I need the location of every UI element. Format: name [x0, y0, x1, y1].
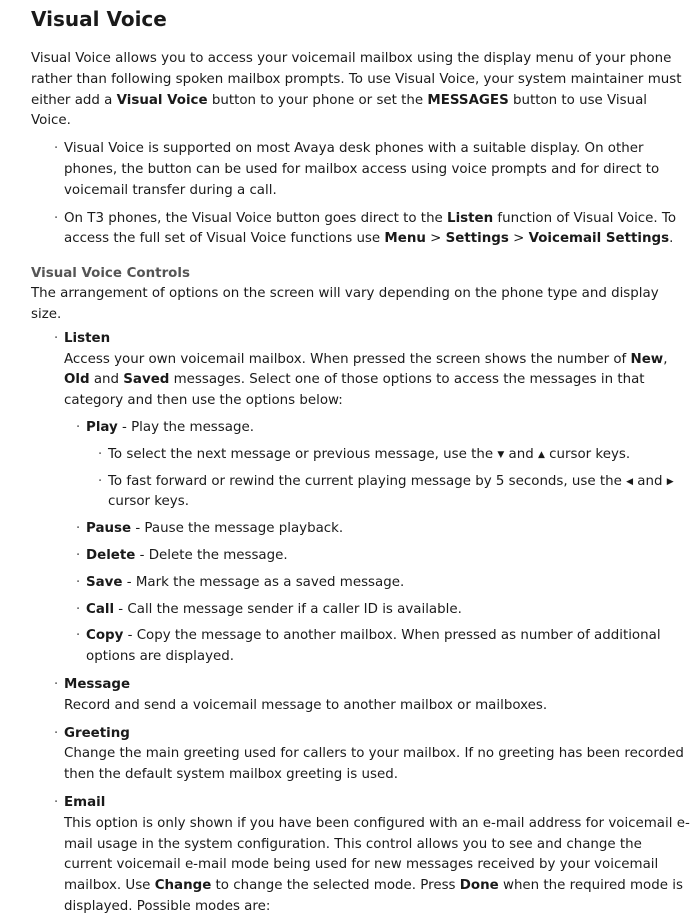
- done-term: Done: [459, 878, 499, 894]
- option-delete: [76, 546, 690, 567]
- list-item: [98, 445, 690, 466]
- sub-text: and: [504, 446, 538, 462]
- play-sub-list: [86, 445, 690, 513]
- change-term: Change: [154, 878, 212, 894]
- control-name: Email: [64, 794, 106, 810]
- option-desc: - Pause the message playback.: [131, 521, 344, 537]
- option-name: Call: [86, 601, 115, 617]
- up-arrow-icon: ▲: [537, 449, 545, 460]
- bullet-icon: ·: [54, 210, 59, 226]
- control-name: Message: [64, 676, 131, 692]
- list-item: [54, 209, 690, 251]
- path-separator: >: [508, 231, 529, 247]
- sub-text: To fast forward or rewind the current playing message by 5 seconds, use the: [108, 473, 627, 489]
- settings-term: Settings: [445, 231, 509, 247]
- option-pause: [76, 519, 690, 540]
- bullet-icon: ·: [76, 601, 81, 617]
- listen-options-list: [64, 418, 690, 668]
- controls-list: [31, 329, 690, 918]
- bullet-icon: ·: [54, 794, 59, 810]
- sub-text: cursor keys.: [544, 446, 631, 462]
- option-desc: - Call the message sender if a caller ID is available.: [114, 601, 462, 617]
- option-name: Play: [86, 419, 118, 435]
- option-desc: - Play the message.: [117, 419, 254, 435]
- option-call: [76, 600, 690, 621]
- control-email: [54, 793, 690, 918]
- voicemail-settings-term: Voicemail Settings: [528, 231, 670, 247]
- comma: ,: [663, 351, 668, 367]
- control-desc: Access your own voicemail mailbox. When pressed the screen shows the number of: [64, 351, 631, 367]
- control-desc: when the required mode is displayed. Possible modes are:: [64, 878, 683, 914]
- sub-text: and: [633, 473, 667, 489]
- option-name: Delete: [86, 547, 136, 563]
- listen-term: Listen: [447, 210, 494, 226]
- intro-text: button to use Visual Voice.: [31, 92, 648, 129]
- right-arrow-icon: ▶: [666, 476, 674, 487]
- list-item: [54, 139, 690, 201]
- section-heading: Visual Voice Controls: [31, 266, 190, 282]
- saved-term: Saved: [123, 372, 170, 388]
- note-text: .: [669, 231, 674, 247]
- intro-text: Visual Voice allows you to access your voicemail mailbox using the display menu of your phone rather than following spoken mailbox prompts. To use Visual Voice, your system maintainer must either add a: [31, 51, 682, 108]
- bullet-icon: ·: [54, 141, 59, 157]
- control-desc: messages. Select one of those options to access the messages in that category and then use the options below:: [64, 372, 645, 409]
- control-name: Greeting: [64, 725, 130, 741]
- left-arrow-icon: ◀: [626, 476, 634, 487]
- visual-voice-button-term: Visual Voice: [116, 92, 208, 108]
- control-listen: [54, 329, 690, 668]
- menu-term: Menu: [384, 231, 426, 247]
- option-desc: - Delete the message.: [135, 547, 288, 563]
- option-name: Save: [86, 574, 123, 590]
- option-name: Pause: [86, 521, 132, 537]
- bullet-icon: ·: [76, 521, 81, 537]
- bullet-icon: ·: [98, 446, 103, 462]
- bullet-icon: ·: [76, 628, 81, 644]
- note-text: Visual Voice is supported on most Avaya desk phones with a suitable display. On other phones, the button can be used for mailbox access using voice prompts and for direct to voicemail transfer during a call.: [64, 141, 660, 198]
- control-desc: to change the selected mode. Press: [211, 878, 460, 894]
- option-name: Copy: [86, 628, 124, 644]
- option-save: [76, 573, 690, 594]
- control-name: Listen: [64, 330, 111, 346]
- page-title: Visual Voice: [31, 7, 167, 31]
- sub-text: To select the next message or previous message, use the: [108, 446, 498, 462]
- bullet-icon: ·: [76, 547, 81, 563]
- path-separator: >: [425, 231, 446, 247]
- option-play: [76, 418, 690, 513]
- option-desc: - Mark the message as a saved message.: [122, 574, 405, 590]
- option-desc: - Copy the message to another mailbox. When pressed as number of additional options are displayed.: [86, 628, 661, 665]
- down-arrow-icon: ▼: [497, 449, 505, 460]
- bullet-icon: ·: [54, 676, 59, 692]
- bullet-icon: ·: [76, 574, 81, 590]
- list-item: [98, 472, 690, 514]
- control-desc: Change the main greeting used for callers to your mailbox. If no greeting has been recorded then the default system mailbox greeting is used.: [64, 746, 684, 783]
- notes-list: [31, 139, 690, 250]
- note-text: On T3 phones, the Visual Voice button goes direct to the: [64, 210, 448, 226]
- intro-paragraph: [31, 49, 690, 132]
- bullet-icon: ·: [54, 330, 59, 346]
- new-term: New: [630, 351, 664, 367]
- sub-text: cursor keys.: [108, 494, 189, 510]
- control-desc: and: [89, 372, 124, 388]
- intro-text: button to your phone or set the: [207, 92, 428, 108]
- controls-intro: The arrangement of options on the screen will vary depending on the phone type and display size.: [31, 286, 659, 322]
- bullet-icon: ·: [76, 419, 81, 435]
- control-desc: This option is only shown if you have been configured with an e-mail address for voicemail e-mail usage in the system configuration. This control allows you to see and change the current voicemail e-mail mode being used for new messages received by your voicemail mailbox. Use: [64, 815, 690, 894]
- control-greeting: [54, 724, 690, 786]
- bullet-icon: ·: [54, 725, 59, 741]
- bullet-icon: ·: [98, 473, 103, 489]
- note-text: function of Visual Voice. To access the full set of Visual Voice functions use: [64, 210, 677, 247]
- control-message: [54, 675, 690, 717]
- messages-button-term: MESSAGES: [427, 92, 509, 108]
- option-copy: [76, 626, 690, 668]
- control-desc: Record and send a voicemail message to another mailbox or mailboxes.: [64, 697, 548, 713]
- old-term: Old: [64, 372, 90, 388]
